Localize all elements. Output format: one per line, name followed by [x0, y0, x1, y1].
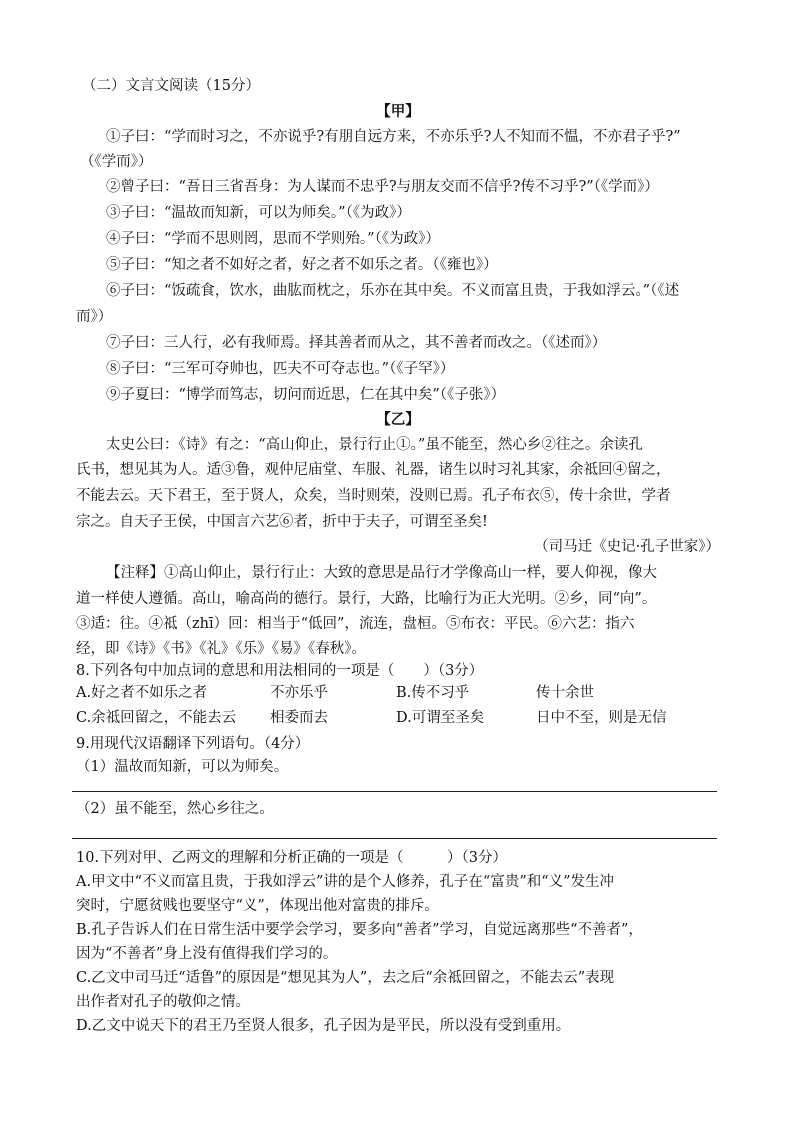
jia-line: ②曾子曰：“吾日三省吾身：为人谋而不忠乎?与朋友交而不信乎?传不习乎?”（《学而》） — [106, 179, 659, 195]
jia-line: ⑧子曰：“三军可夺帅也，匹夫不可夺志也。”（《子罕》） — [106, 361, 455, 377]
jia-line: 而》） — [76, 309, 113, 325]
answer-line[interactable] — [72, 838, 717, 839]
q9-sentence-2: （2）虽不能至，然心乡往之。 — [76, 801, 274, 817]
q8-option-a-compare: 不亦乐乎 — [270, 685, 328, 701]
note-line: ③适：往。④祗（zhī）回：相当于“低回”，流连，盘桓。⑤布衣：平民。⑥六艺：指六 — [76, 616, 635, 632]
jia-line: （《学而》） — [80, 154, 153, 170]
q8-option-a-sentence: A.好之者不如乐之者 — [76, 685, 208, 701]
yi-line: 太史公曰：《诗》有之：“高山仰止，景行行止①。”虽不能至，然心乡②往之。余读孔 — [106, 437, 643, 453]
q10-option-line: 突时，宁愿贫贱也要坚守“义”，体现出他对富贵的排斥。 — [76, 898, 439, 914]
answer-line[interactable] — [72, 791, 717, 792]
q10-option-line: A.甲文中“不义而富且贵，于我如浮云”讲的是个人修养，孔子在“富贵”和“义”发生冲 — [76, 874, 615, 890]
q8-option-d-compare: 日中不至，则是无信 — [536, 710, 667, 726]
q9-stem: 9.用现代汉语翻译下列语句。（4分） — [76, 736, 310, 752]
jia-line: ③子曰：“温故而知新，可以为师矣。”（《为政》） — [106, 205, 411, 221]
jia-line: ⑦子曰：三人行，必有我师焉。择其善者而从之，其不善者而改之。（《述而》） — [106, 335, 607, 351]
yi-line: 氏书，想见其为人。适③鲁，观仲尼庙堂、车服、礼器，诸生以时习礼其家，余祗回④留之， — [76, 462, 671, 478]
q10-option-line: B.孔子告诉人们在日常生活中要学会学习，要多向“善者”学习，自觉远离那些“不善者”， — [76, 922, 643, 938]
note-line: 经，即《诗》《书》《礼》《乐》《易》《春秋》。 — [76, 641, 366, 657]
q10-option-line: C.乙文中司马迁“适鲁”的原因是“想见其为人”，去之后“余祗回留之，不能去云”表现 — [76, 970, 615, 986]
passage-jia-title: 【甲】 — [376, 103, 420, 120]
q9-sentence-1: （1）温故而知新，可以为师矣。 — [76, 759, 289, 775]
section-heading: （二）文言文阅读（15分） — [82, 78, 260, 94]
q8-option-b-compare: 传十余世 — [536, 685, 594, 701]
q10-option-line: 出作者对孔子的敬仰之情。 — [76, 994, 250, 1010]
q8-stem: 8.下列各句中加点词的意思和用法相同的一项是（ ）（3分） — [76, 663, 484, 679]
jia-line: ④子曰：“学而不思则罔，思而不学则殆。”（《为政》） — [106, 231, 440, 247]
q8-option-b-sentence: B.传不习乎 — [396, 685, 470, 701]
yi-line: 不能去云。天下君王，至于贤人，众矣，当时则荣，没则已焉。孔子布衣⑤，传十余世，学者 — [76, 488, 671, 504]
q10-stem: 10.下列对甲、乙两文的理解和分析正确的一项是（ ）（3分） — [76, 850, 508, 866]
passage-source: （司马迁《史记·孔子世家》） — [534, 539, 720, 555]
q8-option-c-sentence: C.余祗回留之，不能去云 — [76, 710, 237, 726]
q8-option-d-sentence: D.可谓至圣矣 — [396, 710, 485, 726]
passage-yi-title: 【乙】 — [376, 411, 420, 428]
jia-line: ⑤子曰：“知之者不如好之者，好之者不如乐之者。（《雍也》） — [106, 257, 498, 273]
q10-option-line: D.乙文中说天下的君王乃至贤人很多，孔子因为是平民，所以没有受到重用。 — [76, 1018, 571, 1034]
note-line: 道一样使人遵循。高山，喻高尚的德行。景行，大路，比喻行为正大光明。②乡，同“向”。 — [76, 591, 657, 607]
jia-line: ⑨子夏曰：“博学而笃志，切问而近思，仁在其中矣”（《子张》） — [106, 387, 506, 403]
jia-line: ①子曰：“学而时习之，不亦说乎?有朋自远方来，不亦乐乎?人不知而不愠，不亦君子乎?” — [106, 129, 681, 145]
q10-option-line: 因为“不善者”身上没有值得我们学习的。 — [76, 946, 338, 962]
q8-option-c-compare: 相委而去 — [270, 710, 328, 726]
jia-line: ⑥子曰：“饭疏食，饮水，曲肱而枕之，乐亦在其中矣。不义而富且贵，于我如浮云。”（《述 — [106, 283, 680, 299]
note-line: 【注释】①高山仰止，景行行止：大致的意思是品行才学像高山一样，要人仰视，像大 — [106, 565, 657, 581]
yi-line: 宗之。自天子王侯，中国言六艺⑥者，折中于夫子，可谓至圣矣! — [76, 514, 488, 530]
